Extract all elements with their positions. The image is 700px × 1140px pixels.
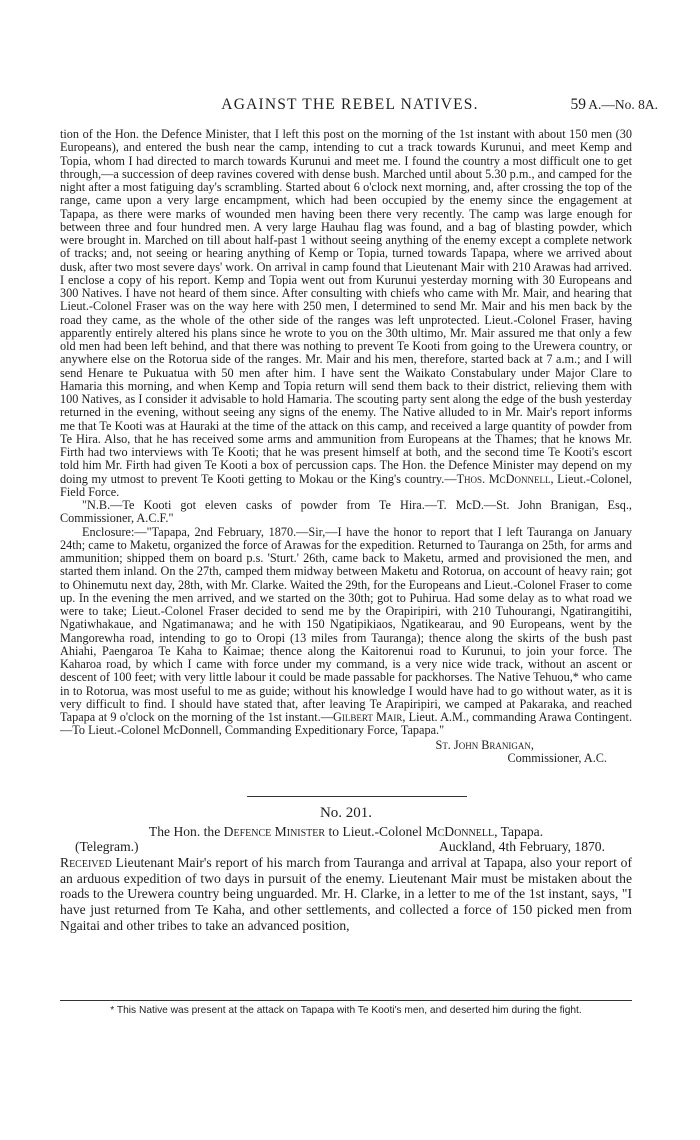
title-text: to Lieut.-Colonel xyxy=(325,823,426,839)
footnote: * This Native was present at the attack on Tapapa with Te Kooti's men, and deserted him during the fight. xyxy=(110,1005,582,1016)
enclosure-paragraph xyxy=(60,526,632,738)
signatory-rank: , Lieut. A.M., commanding Arawa Contingent.—To Lieut.-Colonel McDonnell, Commanding Expeditionary Force, Tapapa." xyxy=(60,710,633,738)
opening-word: Received xyxy=(60,855,112,871)
telegram-text: Lieutenant Mair's report of his march from Tauranga and arrival at Tapapa, also your report of an arduous expedition of two days in pursuit of the enemy. Lieutenant Mair must be mistaken about the roads to the Urewera country being unguarded. Mr. H. Clarke, in a letter to me of the 1st instant, says, "I have just returned from Te Kaha, and other settlements, and collected a force of 150 picked men from Ngaitai and other tribes to take an advanced position, xyxy=(60,855,632,933)
document-reference: A.—No. 8A. xyxy=(588,97,658,112)
sender-name: Defence Minister xyxy=(223,823,326,839)
page-number: 59 xyxy=(570,96,586,113)
telegram-meta xyxy=(60,839,632,855)
paragraph-text: Enclosure:—"Tapapa, 2nd February, 1870.—Sir,—I have the honor to report that I left Tauranga on January 24th; came to Maketu, organized the force of Arawas for the expedition. Returned to Tauranga on 25th, for arms and ammunition; shipped them on board p.s. 'Sturt.' 26th, came back to Maketu, armed and provisioned the men, and started them inland. On the 27th, camped them midway between Maketu and Rotorua, on account of heavy rain; got to Ohinemutu next day, 28th, with Mr. Clarke. Waited the 29th, for the Europeans and Lieut.-Colonel Fraser to come up. In the evening the men arrived, and we started on the 30th; got to Puhirua. Had some delay as to what road we were to take; Lieut.-Colonel Fraser decided to send me by the Orapiripiri, with 210 Tuhourangi, Ngatirangitihi, Ngatiwhakaue, and Ngatimanawa; and he with 150 Ngatipikiaos, Ngatikearau, and 90 Europeans, went by the Mangorewha road, intending to go to Oropi (13 miles from Tauranga); thence along the skirts of the bush past Ahiahi, Paengaroa Te Kaha to Kaimae; thence along the Kaitorenui road to Kurunui, to join your force. The Kaharoa road, by which I came with force under my command, is a very nice wide track, without an ascent or descent of 100 feet; with very little labour it could be made passable for packhorses. The Native Tehuou,* who came in to Rotorua, was most useful to me as guide; without his knowledge I would have had to go without water, as it is very difficult to find. I should have stated that, after leaving Te Arapiripiri, we camped at Pakaraka, and reached Tapapa at 9 o'clock on the morning of the 1st instant.— xyxy=(60,524,632,724)
title-text: The Hon. the xyxy=(148,823,224,839)
section-title xyxy=(60,824,632,840)
signature-block xyxy=(60,739,632,766)
signature-title: Commissioner, A.C. xyxy=(507,750,607,765)
paragraph-text: tion of the Hon. the Defence Minister, that I left this post on the morning of the 1st instant with about 150 men (30 Europeans), and entered the bush near the camp, intending to cut a track towards Kurunui, and meet Kemp and Topia, whom I had directed to march towards Kurunui and meet me. I found the country a most difficult one to get through,—a succession of deep ravines covered with dense bush. Marched until about 5.30 p.m., and camped for the night after a most fatiguing day's scrambling. Started about 6 o'clock next morning, and, after crossing the top of the range, came upon a very large encampment, which had been occupied by the enemy since the engagement at Tapapa, as there were marks of wounded men having been there very recently. The camp was large enough for between three and four hundred men. A very large Hauhau flag was found, and a bag of blasting powder, which were brought in. Marched on till about half-past 1 without seeing anything of the enemy except a complete network of tracks; and, not seeing or hearing anything of Kemp or Topia, turned towards Tapapa, where we arrived about dusk, after two most severe days' work. On arrival in camp found that Lieutenant Mair with 210 Arawas had arrived. I enclose a copy of his report. Kemp and Topia went out from Kurunui yesterday morning with 30 Europeans and 300 Natives. I have not heard of them since. After consulting with chiefs who came with Mr. Mair, and hearing that Lieut.-Colonel Fraser was on the way here with 250 men, I determined to send Mr. Mair and his men back by the road they came, as the whole of the other side of the ranges was left unprotected. Lieut.-Colonel Fraser, having apparently entirely altered his plans since he wrote to you on the 30th ultimo, Mr. Mair assured me that only a few old men had been left behind, and that there was nothing to prevent Te Kooti from going to the Urewera country, or anywhere else on the Rotorua side of the ranges. Mr. Mair and his men, therefore, started back at 7 a.m.; and I will send Henare te Pukuatua with 50 men after him. I have sent the Waikato Constabulary under Major Clare to Hamaria this morning, and when Kemp and Topia return will send them back to their district, relieving them with 100 Natives, as I consider it advisable to hold Hamaria. The scouting party sent along the edge of the bush yesterday returned in the evening, without seeing any signs of the enemy. The Native alluded to in Mr. Mair's report informs me that Te Kooti was at Hauraki at the time of the attack on this camp, and received a large quantity of powder from Te Hira. Also, that he has received some arms and ammunition from Europeans at the Thames; that he knows Mr. Firth had two interviews with Te Kooti; that he was present himself at both, and the second time Te Kooti's escort told him Mr. Firth had given Te Kooti a box of percussion caps. The Hon. the Defence Minister may depend on my doing my utmost to prevent Te Kooti getting to Mokau or the King's country.— xyxy=(60,127,632,486)
running-head: AGAINST THE REBEL NATIVES. xyxy=(221,96,479,113)
section-divider xyxy=(247,796,467,797)
postscript-paragraph: "N.B.—Te Kooti got eleven casks of powder from Te Hira.—T. McD.—St. John Branigan, Esq., Commissioner, A.C.F." xyxy=(60,498,632,526)
dateline: Auckland, 4th February, 1870. xyxy=(439,839,605,855)
signatory-name: Thos. McDonnell xyxy=(456,471,551,486)
title-text: , Tapapa. xyxy=(494,823,544,839)
recipient-name: McDonnell xyxy=(425,823,495,839)
telegram-section xyxy=(60,806,632,933)
footnote-rule xyxy=(60,1000,632,1001)
report-paragraph xyxy=(60,128,632,499)
telegram-body xyxy=(60,855,632,933)
signatory-rank: , Lieut.-Colonel, Field Force. xyxy=(60,471,632,499)
signature-name: St. John Branigan, xyxy=(435,737,534,752)
signatory-name: Gilbert Mair xyxy=(333,710,403,724)
page-header xyxy=(60,96,658,116)
telegram-label: (Telegram.) xyxy=(75,839,139,855)
report-body xyxy=(60,128,632,765)
section-number: No. 201. xyxy=(319,805,373,821)
